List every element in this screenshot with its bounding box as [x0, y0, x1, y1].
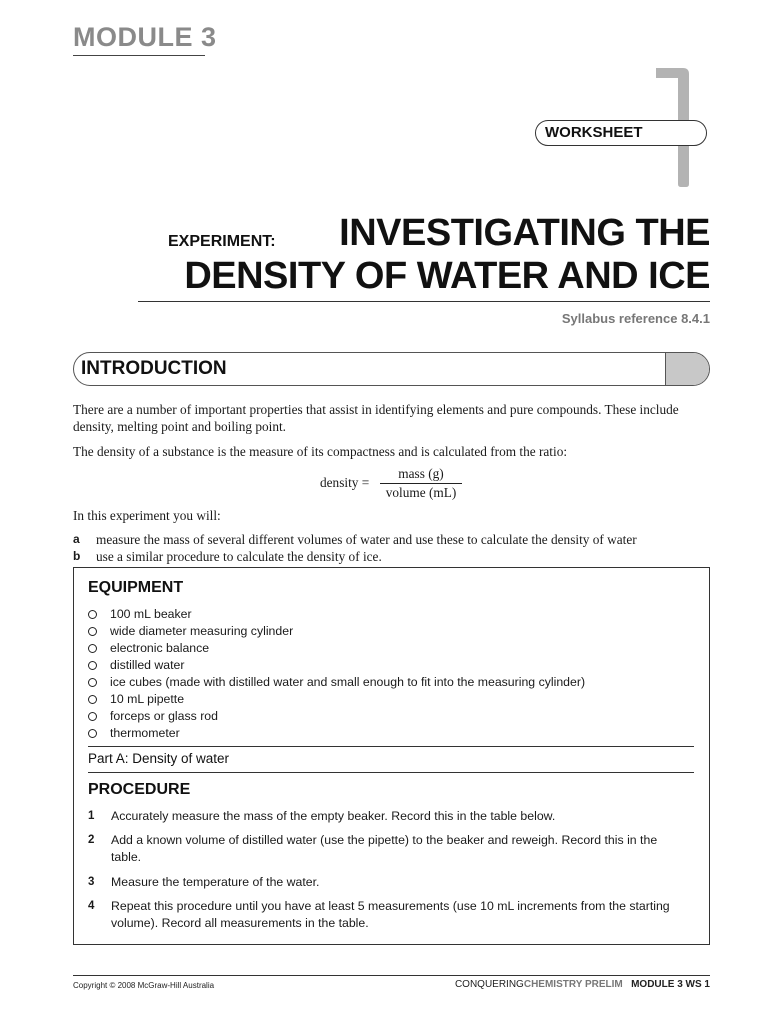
equipment-item-label: forceps or glass rod: [110, 709, 218, 723]
formula-numerator: mass (g): [398, 466, 444, 481]
equipment-item: [88, 674, 585, 691]
equipment-item: [88, 725, 180, 742]
equipment-heading: EQUIPMENT: [88, 579, 184, 596]
title-divider: [138, 301, 710, 302]
fraction-bar: [380, 483, 462, 484]
part-a-heading: Part A: Density of water: [88, 751, 230, 766]
module-label: MODULE 3: [73, 22, 217, 52]
series-name-part-2: CHEMISTRY PRELIM: [523, 979, 623, 990]
formula-denominator: volume (mL): [385, 485, 457, 500]
checkbox-circle-icon: [88, 678, 97, 687]
intro-paragraph-2: The density of a substance is the measure of its compactness and is calculated from the ratio:: [73, 444, 568, 459]
procedure-step: [88, 808, 688, 825]
equipment-item-label: electronic balance: [110, 641, 210, 655]
equipment-item-label: thermometer: [110, 726, 180, 740]
module-underline: [73, 55, 205, 56]
equipment-item-label: ice cubes (made with distilled water and small enough to fit into the measuring cylinder): [110, 675, 586, 689]
step-text: Accurately measure the mass of the empty beaker. Record this in the table below.: [111, 809, 556, 823]
equipment-item: [88, 606, 192, 623]
procedure-heading: PROCEDURE: [88, 781, 191, 798]
aim-text: measure the mass of several different volumes of water and use these to calculate the density of water: [96, 532, 637, 547]
step-number: 1: [88, 810, 95, 822]
intro-paragraph-1: There are a number of important properties that assist in identifying elements and pure compounds. These include density, melting point and boiling point.: [73, 402, 679, 434]
equipment-item: [88, 691, 184, 708]
checkbox-circle-icon: [88, 712, 97, 721]
equipment-item: [88, 640, 209, 657]
title-line-1: INVESTIGATING THE: [339, 212, 710, 254]
part-a-bottom-rule: [88, 772, 694, 773]
equipment-item: [88, 708, 218, 725]
equipment-item-label: 10 mL pipette: [110, 692, 185, 706]
checkbox-circle-icon: [88, 610, 97, 619]
title-line-2: DENSITY OF WATER AND ICE: [184, 255, 710, 297]
checkbox-circle-icon: [88, 644, 97, 653]
checkbox-circle-icon: [88, 627, 97, 636]
part-a-top-rule: [88, 746, 694, 747]
footer-divider: [73, 975, 710, 976]
equipment-item-label: 100 mL beaker: [110, 607, 192, 621]
aim-text: use a similar procedure to calculate the density of ice.: [96, 549, 382, 564]
step-text: Add a known volume of distilled water (use the pipette) to the beaker and reweigh. Record this in the table.: [111, 833, 658, 864]
banner-tab: [665, 353, 709, 385]
aim-letter: b: [73, 549, 81, 563]
syllabus-reference: Syllabus reference 8.4.1: [561, 311, 710, 326]
worksheet-label: WORKSHEET: [545, 124, 643, 141]
procedure-step: [88, 898, 688, 932]
experiment-label: EXPERIMENT:: [168, 233, 276, 250]
step-text: Measure the temperature of the water.: [111, 875, 320, 889]
introduction-heading: INTRODUCTION: [81, 358, 227, 379]
module-worksheet-ref: MODULE 3 WS 1: [631, 979, 710, 990]
aim-letter: a: [73, 532, 80, 546]
procedure-step: [88, 832, 688, 866]
intro-paragraph-3: In this experiment you will:: [73, 508, 221, 523]
copyright-notice: Copyright © 2008 McGraw-Hill Australia: [73, 981, 215, 990]
equipment-item-label: wide diameter measuring cylinder: [110, 624, 294, 638]
footer-reference: [455, 979, 710, 990]
checkbox-circle-icon: [88, 661, 97, 670]
formula-label: density =: [320, 475, 370, 490]
equipment-item: [88, 623, 293, 640]
procedure-step: [88, 874, 688, 891]
series-name-part-1: CONQUERING: [454, 979, 524, 990]
checkbox-circle-icon: [88, 695, 97, 704]
equipment-item-label: distilled water: [110, 658, 185, 672]
step-number: 2: [88, 834, 95, 846]
step-text: Repeat this procedure until you have at least 5 measurements (use 10 mL increments from the starting volume). Record all measurements in the table.: [111, 899, 670, 930]
checkbox-circle-icon: [88, 729, 97, 738]
step-number: 3: [88, 876, 95, 888]
step-number: 4: [88, 900, 95, 912]
formula-fraction: [380, 466, 462, 501]
equipment-item: [88, 657, 185, 674]
